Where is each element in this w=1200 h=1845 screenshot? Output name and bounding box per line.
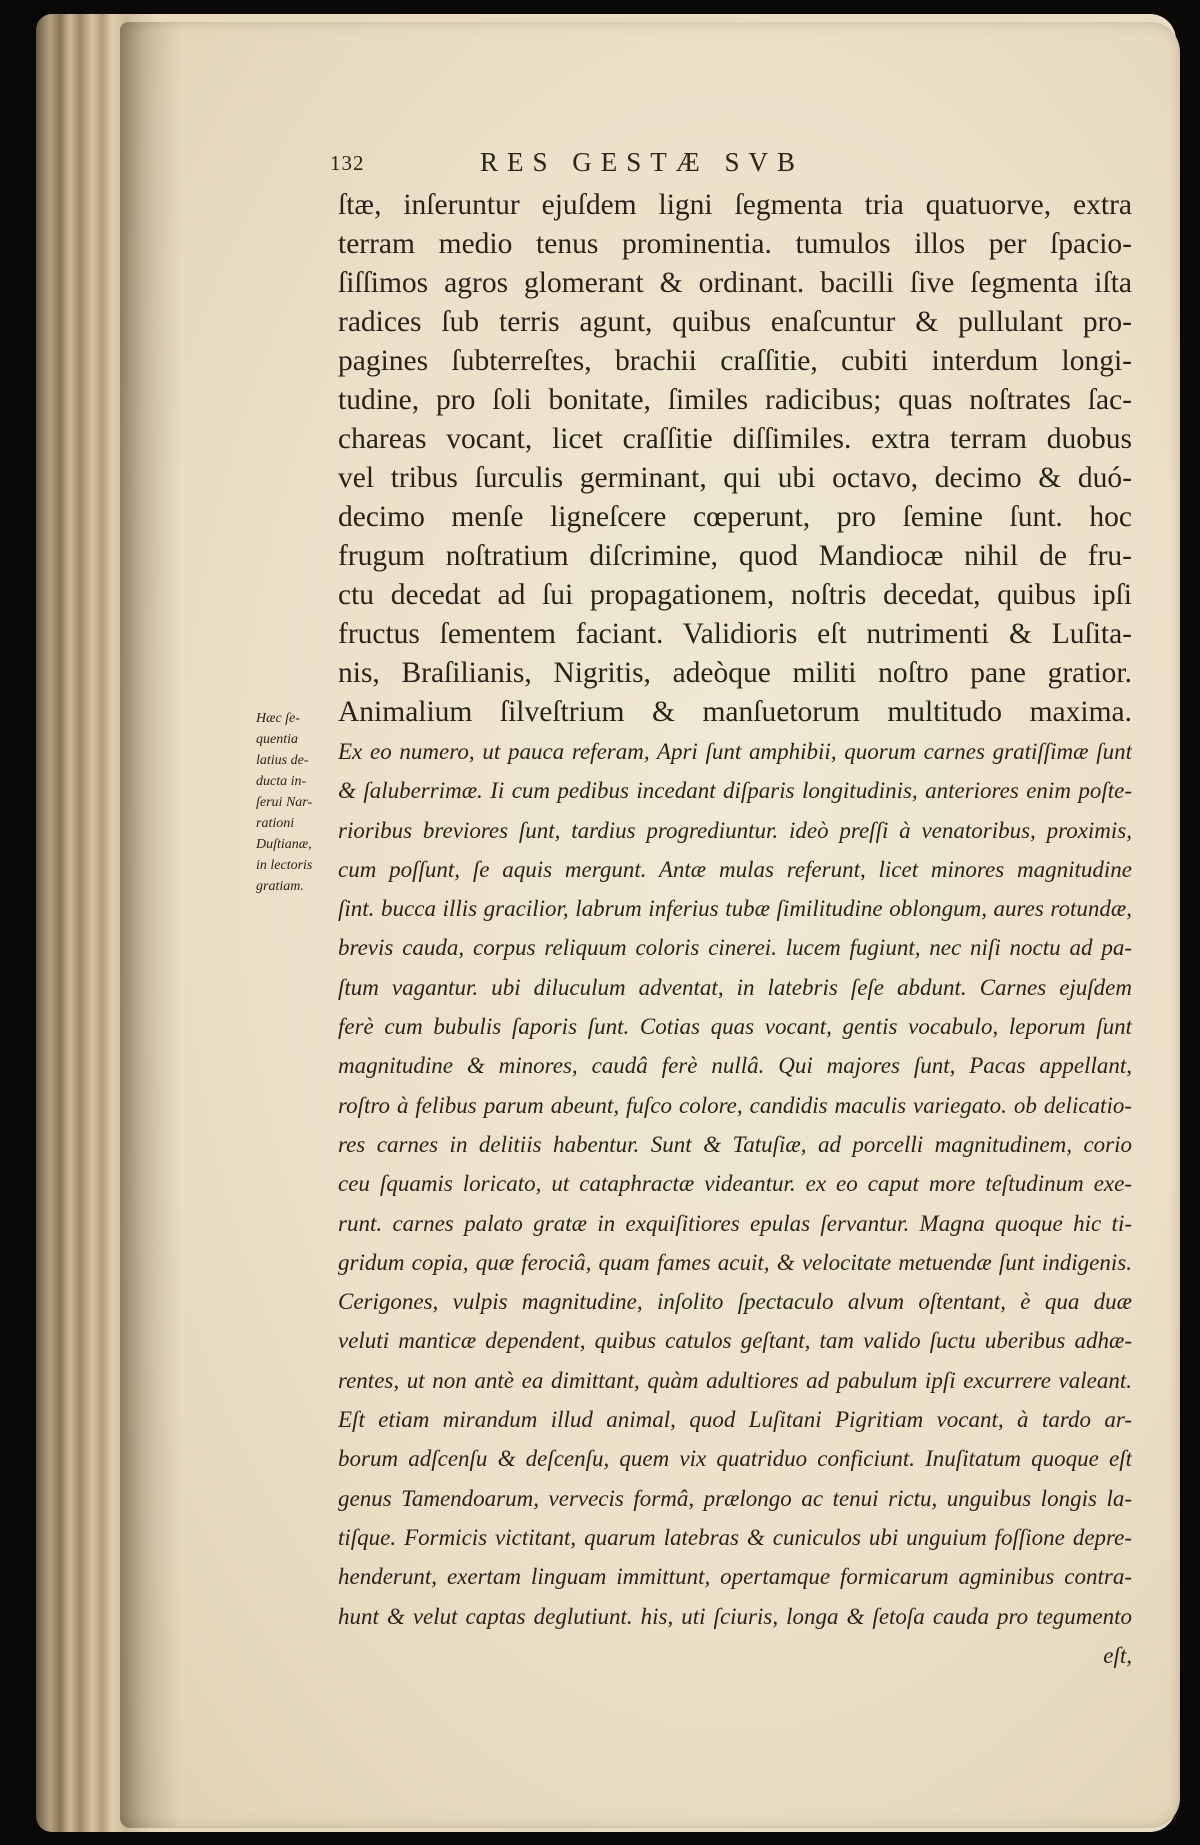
marginal-note-line: Duſtianæ,: [256, 837, 312, 852]
marginal-note-line: in lectoris: [256, 858, 313, 873]
marginal-note-line: quentia: [256, 732, 298, 747]
text-line: ſtæ, inſeruntur ejuſdem ligni ſegmenta tria quatuorve, extra: [338, 189, 1132, 221]
marginal-note-line: rationi: [256, 816, 295, 831]
text-line: genus Tamendoarum, vervecis formâ, prælongo ac tenui rictu, unguibus longis la-: [338, 1485, 1132, 1511]
text-line: tudine, pro ſoli bonitate, ſimiles radicibus; quas noſtrates ſac-: [338, 384, 1132, 416]
catchword: eſt,: [1103, 1642, 1132, 1668]
marginal-note-line: latius de-: [256, 753, 309, 768]
text-line: ſiſſimos agros glomerant & ordinant. bacilli ſive ſegmenta iſta: [338, 267, 1132, 299]
marginal-note-line: ducta in-: [256, 774, 307, 789]
text-line: terram medio tenus prominentia. tumulos illos per ſpacio-: [338, 228, 1132, 260]
text-line: fructus ſementem faciant. Validioris eſt nutrimenti & Luſita-: [338, 618, 1132, 650]
page-number: 132: [330, 151, 365, 175]
text-line: ſtum vagantur. ubi diluculum adventat, in latebris ſeſe abdunt. Carnes ejuſdem: [338, 974, 1132, 1000]
marginal-note-line: gratiam.: [256, 879, 304, 894]
text-line: tiſque. Formicis victitant, quarum latebras & cuniculos ubi unguium foſſione depre-: [338, 1524, 1132, 1550]
page-header: [330, 147, 970, 187]
body-text: [338, 186, 1132, 1675]
text-line: borum adſcenſu & deſcenſu, quem vix quatriduo conficiunt. Inuſitatum quoque eſt: [338, 1446, 1132, 1472]
text-line: cum poſſunt, ſe aquis mergunt. Antæ mulas referunt, licet minores magnitudine: [338, 856, 1132, 882]
text-line: henderunt, exertam linguam immittunt, opertamque formicarum agminibus contra-: [338, 1564, 1132, 1590]
marginal-note-line: ſerui Nar-: [256, 795, 313, 810]
text-line: gridum copia, quæ ferociâ, quam fames acuit, & velocitate metuendæ ſunt indigenis.: [338, 1249, 1132, 1275]
text-line: veluti manticæ dependent, quibus catulos geſtant, tam valido ſuctu uberibus adhæ-: [338, 1328, 1132, 1354]
text-line: ctu decedat ad ſui propagationem, noſtris decedat, quibus ipſi: [338, 579, 1132, 611]
text-line: chareas vocant, licet craſſitie diſſimiles. extra terram duobus: [338, 423, 1132, 455]
text-line: Cerigones, vulpis magnitudine, inſolito ſpectaculo alvum oſtentant, è qua duæ: [338, 1289, 1132, 1315]
text-line: ceu ſquamis loricato, ut cataphractæ videantur. ex eo caput more teſtudinum exe-: [338, 1171, 1132, 1197]
text-line: nis, Braſilianis, Nigritis, adeòque militi noſtro pane gratior.: [338, 657, 1132, 689]
text-line: pagines ſubterreſtes, brachii craſſitie, cubiti interdum longi-: [338, 345, 1132, 377]
text-line: ferè cum bubulis ſaporis ſunt. Cotias quas vocant, gentis vocabulo, leporum ſunt: [338, 1014, 1132, 1040]
marginal-note: [256, 708, 332, 897]
text-line: res carnes in delitiis habentur. Sunt & Tatuſiæ, ad porcelli magnitudinem, corio: [338, 1131, 1132, 1157]
marginal-note-line: Hæc ſe-: [256, 711, 300, 726]
text-line: brevis cauda, corpus reliquum coloris cinerei. lucem fugiunt, nec niſi noctu ad pa-: [338, 935, 1132, 961]
text-line: & ſaluberrimæ. Ii cum pedibus incedant diſparis longitudinis, anteriores enim poſte-: [338, 778, 1132, 804]
text-line: Animalium ſilveſtrium & manſuetorum multitudo maxima.: [338, 696, 1132, 728]
text-line: ſint. bucca illis gracilior, labrum inferius tubæ ſimilitudine oblongum, aures rotundæ,: [338, 896, 1132, 922]
text-line: roſtro à felibus parum abeunt, fuſco colore, candidis maculis variegato. ob delicatio-: [338, 1092, 1132, 1118]
text-line: magnitudine & minores, caudâ ferè nullâ. Qui majores ſunt, Pacas appellant,: [338, 1053, 1132, 1079]
text-line: hunt & velut captas deglutiunt. his, uti ſciuris, longa & ſetoſa cauda pro tegumento: [338, 1603, 1132, 1629]
text-line: frugum noſtratium diſcrimine, quod Mandiocæ nihil de fru-: [338, 540, 1132, 572]
text-line: decimo menſe ligneſcere cœperunt, pro ſemine ſunt. hoc: [338, 501, 1132, 533]
text-line: Eſt etiam mirandum illud animal, quod Luſitani Pigritiam vocant, à tardo ar-: [338, 1407, 1132, 1433]
text-line: rioribus breviores ſunt, tardius progrediuntur. ideò preſſi à venatoribus, proximis,: [338, 817, 1132, 843]
text-line: radices ſub terris agunt, quibus enaſcuntur & pullulant pro-: [338, 306, 1132, 338]
text-line: rentes, ut non antè ea dimittant, quàm adultiores ad pabulum ipſi excurrere valeant.: [338, 1367, 1132, 1393]
text-line: vel tribus ſurculis germinant, qui ubi octavo, decimo & duó-: [338, 462, 1132, 494]
gutter-shadow: [120, 22, 180, 1828]
text-line: Ex eo numero, ut pauca referam, Apri ſunt amphibii, quorum carnes gratiſſimæ ſunt: [338, 739, 1132, 764]
text-line: runt. carnes palato gratæ in exquiſitiores epulas ſervantur. Magna quoque hic ti-: [338, 1210, 1132, 1236]
running-head: RES GESTÆ SVB: [480, 147, 805, 177]
